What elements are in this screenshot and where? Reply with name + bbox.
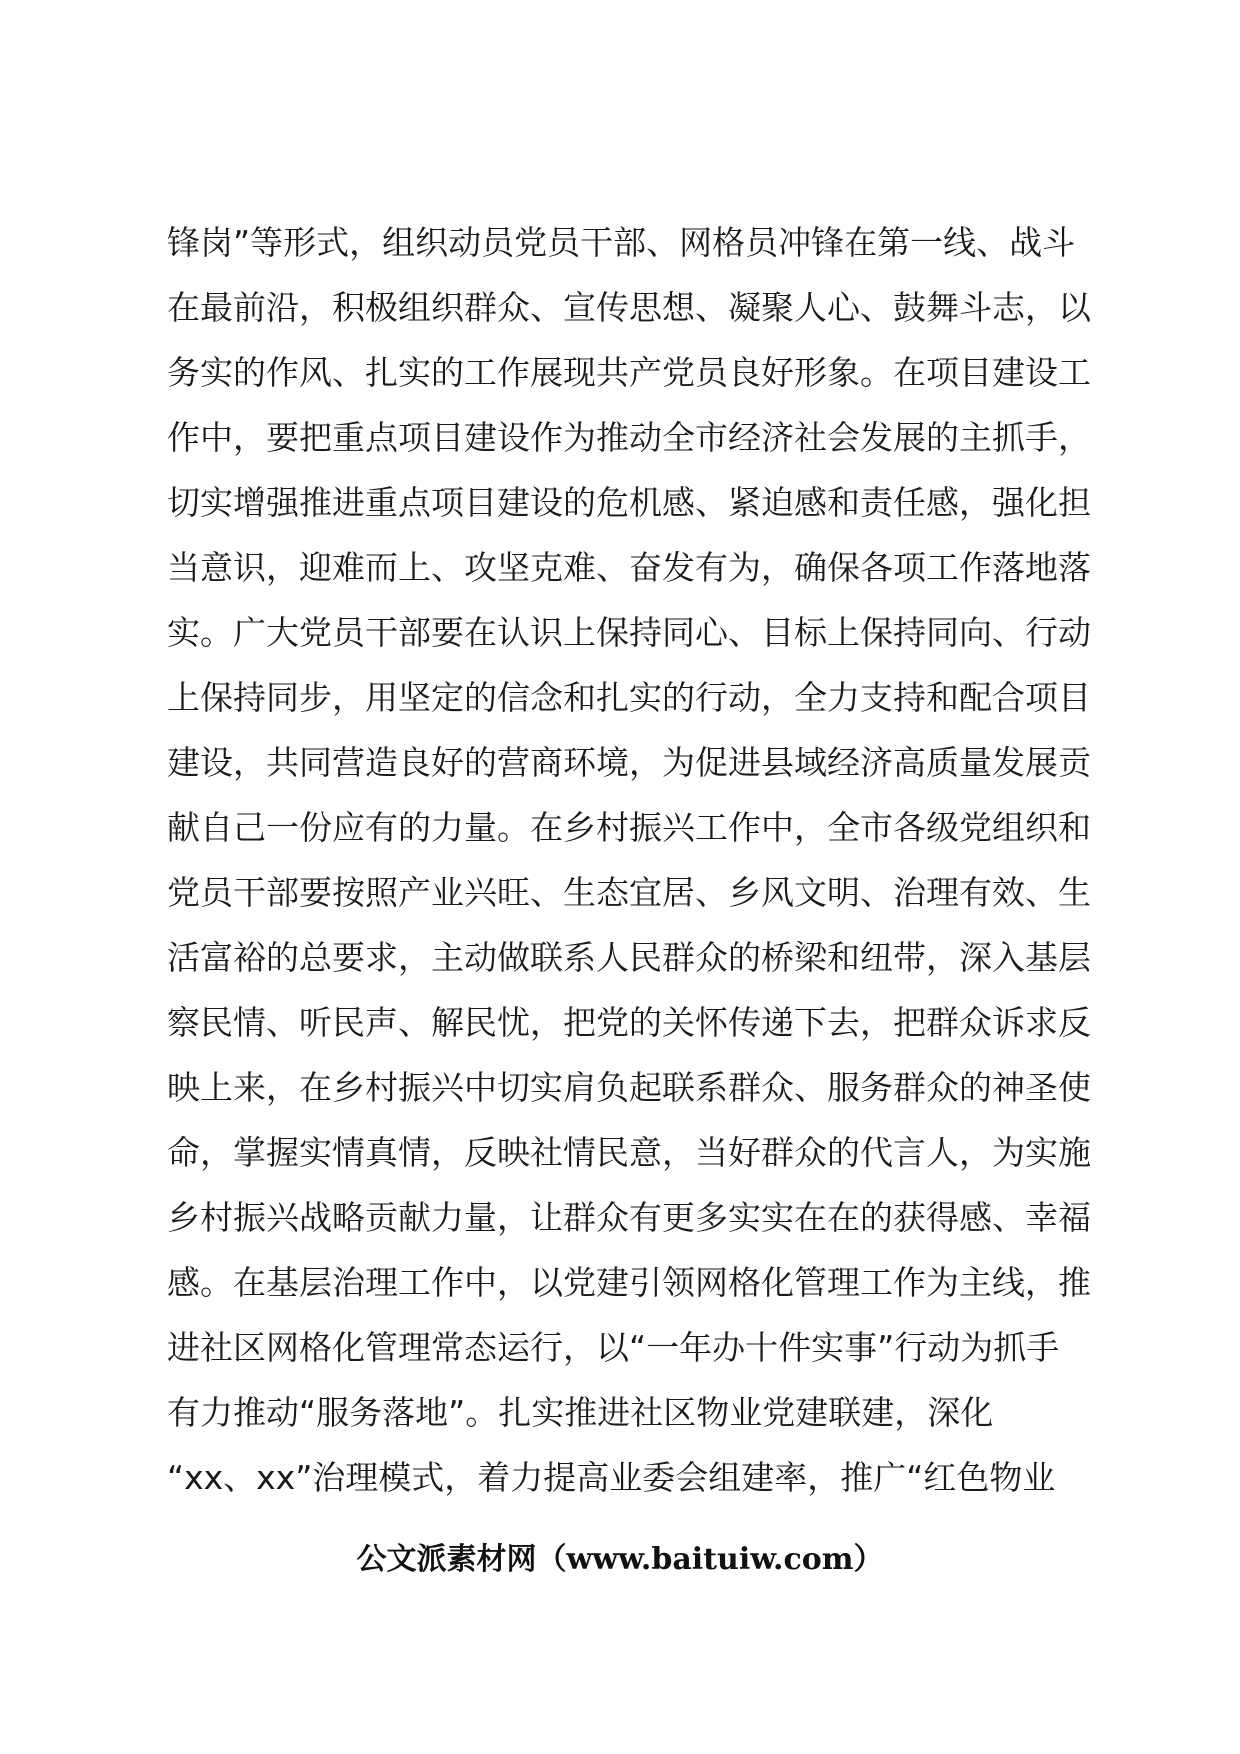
text-line: 乡村振兴战略贡献力量，让群众有更多实实在在的获得感、幸福 [167,1198,1091,1237]
text-line: 锋岗”等形式，组织动员党员干部、网格员冲锋在第一线、战斗 [167,223,1076,262]
text-line: 作中，要把重点项目建设作为推动全市经济社会发展的主抓手， [167,418,1091,457]
text-line: 命，掌握实情真情，反映社情民意，当好群众的代言人，为实施 [167,1133,1091,1172]
text-line: 活富裕的总要求，主动做联系人民群众的桥梁和纽带，深入基层 [167,938,1091,977]
text-line: 察民情、听民声、解民忧，把党的关怀传递下去，把群众诉求反 [167,1003,1091,1042]
text-line: 建设，共同营造良好的营商环境，为促进县域经济高质量发展贡 [167,743,1091,782]
text-line: 在最前沿，积极组织群众、宣传思想、凝聚人心、鼓舞斗志，以 [167,288,1091,327]
body-text [167,210,1097,1510]
text-line: 务实的作风、扎实的工作展现共产党员良好形象。在项目建设工 [167,353,1091,392]
text-line: 实。广大党员干部要在认识上保持同心、目标上保持同向、行动 [167,613,1091,652]
text-line: “xx、xx”治理模式，着力提高业委会组建率，推广“红色物业 [167,1458,1056,1497]
text-line: 上保持同步，用坚定的信念和扎实的行动，全力支持和配合项目 [167,678,1091,717]
text-line: 感。在基层治理工作中，以党建引领网格化管理工作为主线，推 [167,1263,1091,1302]
text-line: 当意识，迎难而上、攻坚克难、奋发有为，确保各项工作落地落 [167,548,1091,587]
footer-source: 公文派素材网（www.baituiw.com） [356,1542,884,1577]
text-line: 党员干部要按照产业兴旺、生态宜居、乡风文明、治理有效、生 [167,873,1091,912]
text-line: 映上来，在乡村振兴中切实肩负起联系群众、服务群众的神圣使 [167,1068,1091,1107]
text-line: 献自己一份应有的力量。在乡村振兴工作中，全市各级党组织和 [167,808,1091,847]
text-line: 进社区网格化管理常态运行，以“一年办十件实事”行动为抓手 [167,1328,1060,1367]
text-line: 有力推动“服务落地”。扎实推进社区物业党建联建，深化 [167,1393,994,1432]
text-line: 切实增强推进重点项目建设的危机感、紧迫感和责任感，强化担 [167,483,1091,522]
